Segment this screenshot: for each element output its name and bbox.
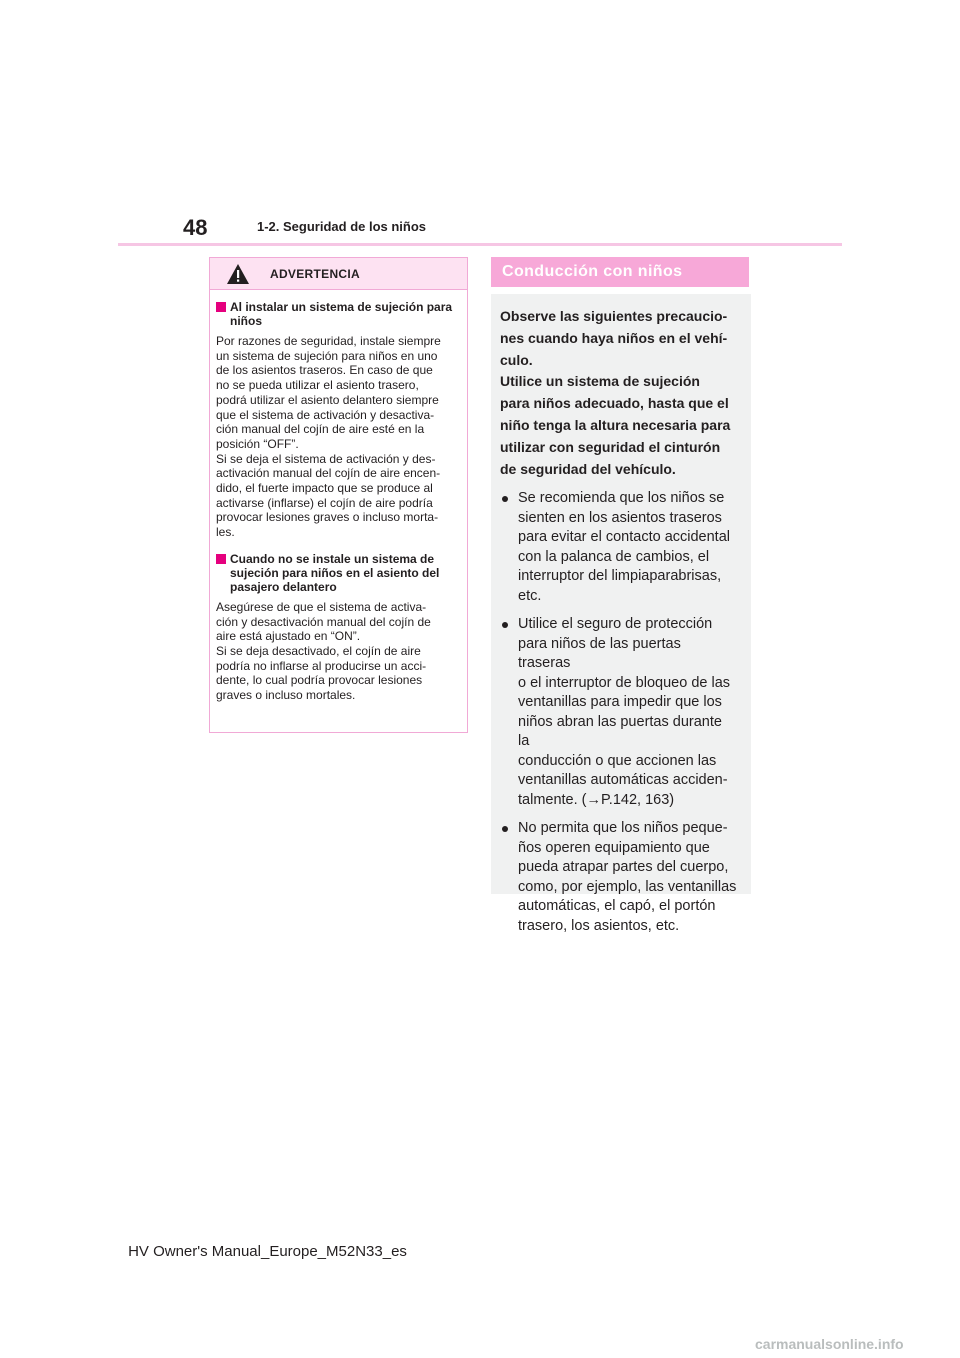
bullet-dot-icon (502, 496, 508, 502)
warning-heading-text: Cuando no se instale un sistema de sujeción para niños en el asiento del pasajero delantero (230, 551, 440, 594)
warning-paragraph: Asegúrese de que el sistema de activa- ción y desactivación manual del cojín de aire está ajustado en “ON”. Si se deja desactivado, el cojín de aire podría no inflarse al producirse un acci- dente, lo cual podría provocar lesiones graves o incluso mortales. (216, 599, 431, 703)
square-bullet-icon (216, 554, 226, 564)
list-item (500, 615, 737, 810)
warning-paragraph: Por razones de seguridad, instale siempre un sistema de sujeción para niños en uno de los asientos traseros. En caso de que no se pueda utilizar el asiento trasero, podrá utilizar el asiento delantero siempre que el sistema de activación y desactiva- ción manual del cojín de aire esté en la posición “OFF”. Si se deja el sistema de activación y des- activación manual del cojín de aire encen- dido, el fuerte impacto que se produce al activarse (inflarse) el cojín de aire podría provocar lesiones graves o incluso morta- les. (216, 334, 441, 540)
header-divider (118, 243, 842, 246)
list-item (500, 819, 737, 936)
square-bullet-icon (216, 302, 226, 312)
watermark: carmanualsonline.info (755, 1336, 904, 1352)
bullet-dot-icon (502, 826, 508, 832)
bullet-dot-icon (502, 622, 508, 628)
section-title: 1-2. Seguridad de los niños (257, 219, 427, 234)
list-item (500, 489, 737, 606)
warning-section-heading (216, 552, 459, 594)
list-item-text: Se recomienda que los niños se sienten en los asientos traseros para evitar el contacto accidental con la palanca de cambios, el interruptor del limpiaparabrisas, etc. (518, 490, 730, 604)
warning-box (209, 257, 468, 733)
info-intro: Observe las siguientes precaucio- nes cuando haya niños en el vehí- culo. Utilice un sistema de sujeción para niños adecuado, hasta que el niño tenga la altura necesaria para utilizar con seguridad el cinturón de seguridad del vehículo. (500, 308, 731, 477)
info-panel (491, 294, 751, 934)
footer-manual-name: HV Owner's Manual_Europe_M52N33_es (128, 1243, 407, 1260)
list-item-text: No permita que los niños peque- ños operen equipamiento que pueda atrapar partes del cuerpo, como, por ejemplo, las ventanillas automáticas, el capó, el portón trasero, los asientos, etc. (518, 820, 737, 934)
warning-body (210, 290, 467, 703)
warning-heading-text: Al instalar un sistema de sujeción para niños (230, 300, 453, 328)
warning-title: ADVERTENCIA (270, 266, 360, 281)
page-number: 48 (183, 215, 208, 240)
warning-header (210, 258, 467, 290)
warning-triangle-icon (226, 263, 250, 285)
warning-section-heading (216, 300, 459, 328)
list-item-text: Utilice el seguro de protección para niños de las puertas traseras o el interruptor de bloqueo de las ventanillas para impedir que los niños abran las puertas durante la conducción o que accionen las ventanillas automáticas acciden- talmente. (→P.142, 163) (518, 616, 731, 808)
info-title: Conducción con niños (491, 257, 749, 287)
